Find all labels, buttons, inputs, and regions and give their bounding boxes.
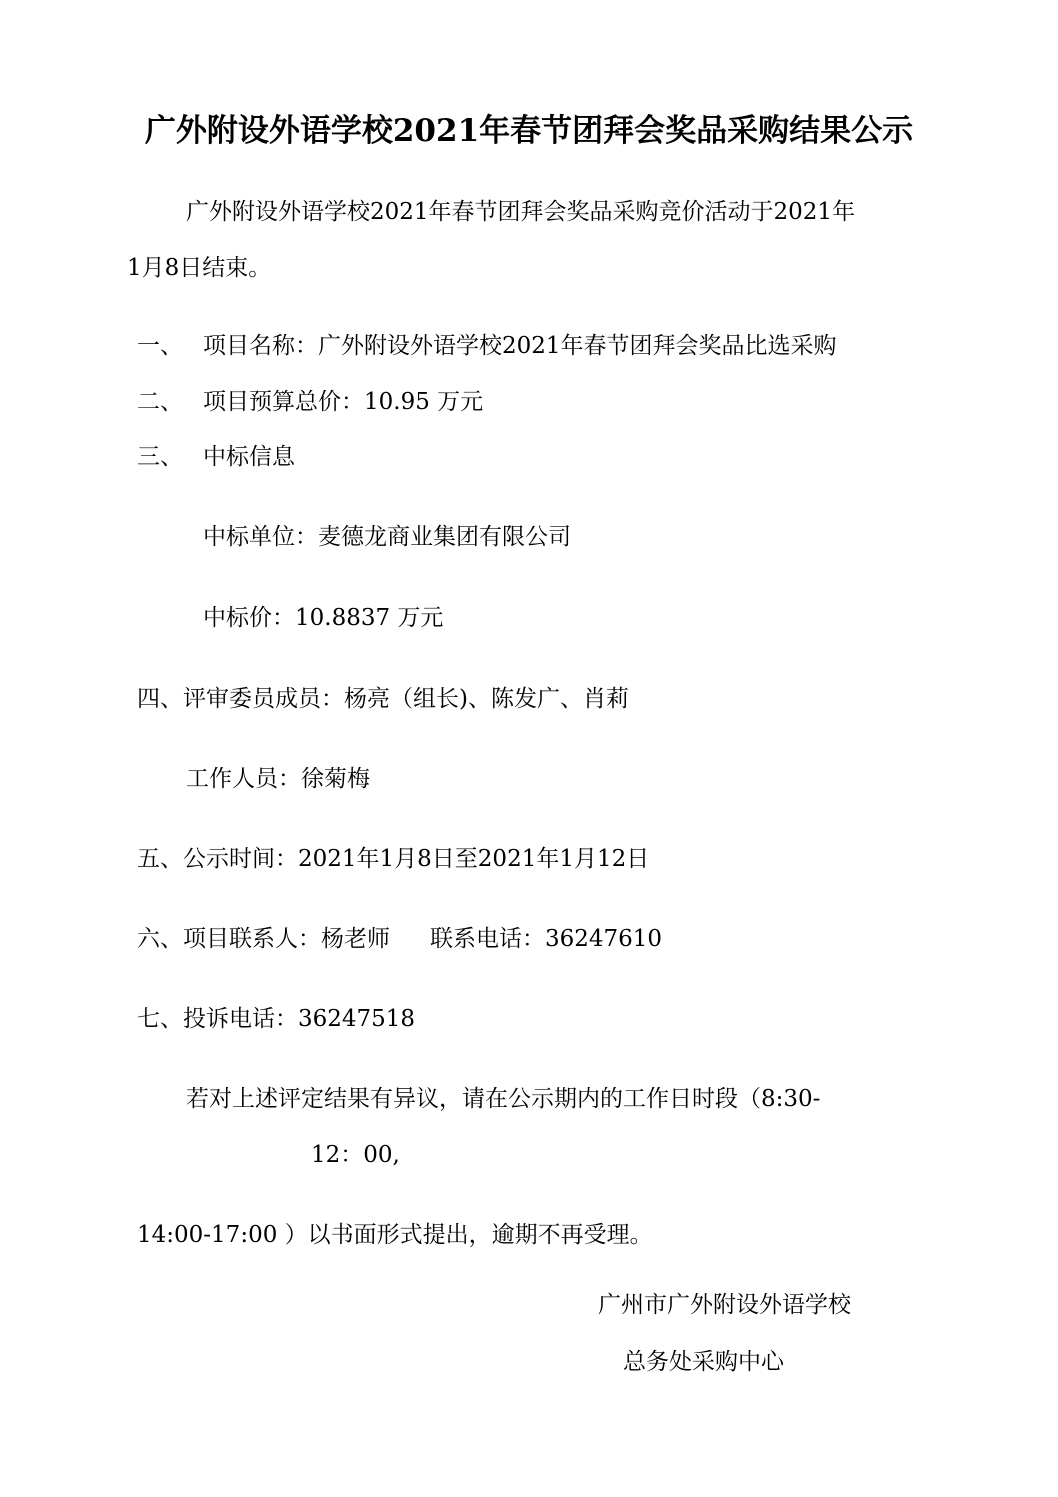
item-text: 项目名称：广外附设外语学校2021年春节团拜会奖品比选采购: [203, 333, 837, 359]
item-number: 三、: [137, 444, 183, 470]
item-notice-period: 五、公示时间：2021年1月8日至2021年1月12日: [137, 846, 650, 872]
contact-person: 六、项目联系人：杨老师: [137, 926, 390, 952]
item-number: 一、: [137, 333, 183, 359]
objection-line-2: 12：00,: [311, 1142, 400, 1168]
signature-organization: 广州市广外附设外语学校: [598, 1292, 851, 1318]
staff-member: 工作人员：徐菊梅: [186, 766, 370, 792]
objection-line-3: 14:00-17:00 ）以书面形式提出，逾期不再受理。: [137, 1222, 653, 1248]
item-text: 中标信息: [203, 444, 295, 470]
item-contact: [137, 924, 662, 954]
document-title: 广外附设外语学校2021年春节团拜会奖品采购结果公示: [144, 113, 914, 149]
item-text: 项目预算总价：10.95 万元: [203, 389, 484, 415]
item-number: 二、: [137, 389, 183, 415]
winning-unit: 中标单位：麦德龙商业集团有限公司: [203, 524, 571, 550]
item-project-name: [137, 331, 837, 361]
winning-price: 中标价：10.8837 万元: [203, 605, 444, 631]
intro-line-1: 广外附设外语学校2021年春节团拜会奖品采购竞价活动于2021年: [186, 199, 856, 225]
intro-line-2: 1月8日结束。: [127, 255, 272, 281]
item-budget: [137, 387, 483, 417]
objection-line-1: 若对上述评定结果有异议，请在公示期内的工作日时段（8:30-: [186, 1086, 821, 1112]
item-winning-info: [137, 442, 295, 472]
item-complaint-phone: 七、投诉电话：36247518: [137, 1006, 416, 1032]
contact-phone: 联系电话：36247610: [430, 926, 663, 952]
signature-department: 总务处采购中心: [623, 1349, 784, 1375]
item-review-committee: 四、评审委员成员：杨亮（组长)、陈发广、肖莉: [137, 686, 629, 712]
